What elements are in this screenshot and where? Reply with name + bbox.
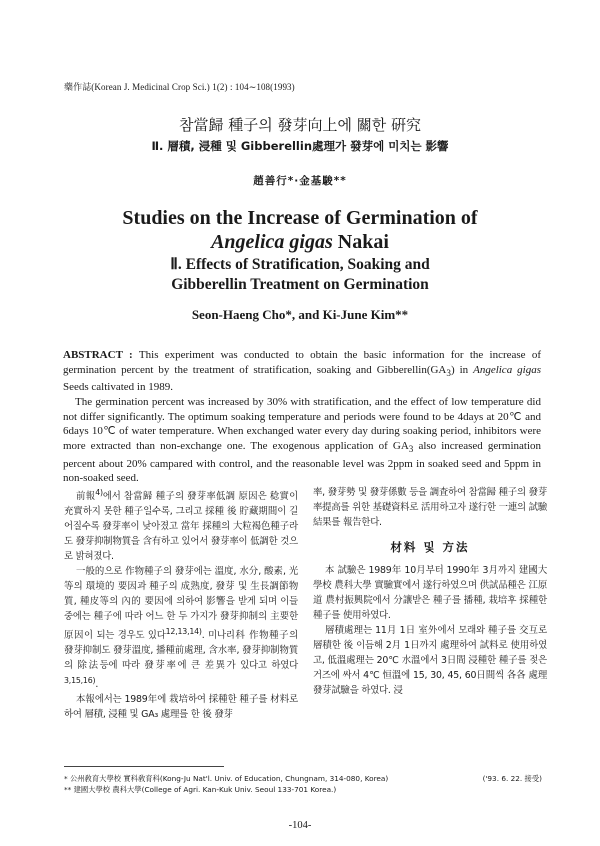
abstract-paragraph-1: ABSTRACT : This experiment was conducted to obtain the basic information for the increase of germination percent by the treatment of stratification, soaking and $Gibberellin(GA_3)$ in Angelica gigas Seeds caltivated in 1989. — [63, 349, 542, 394]
authors-korean: 趙善行*·金基駿** — [253, 175, 347, 187]
citation: 12,13,14) — [165, 627, 202, 637]
footnote-divider — [64, 766, 224, 767]
subtitle-english — [0, 255, 600, 295]
footnote-affiliation-1: * 公州敎育大學校 實科敎育科(Kong-Ju Nat'l. Univ. of Education, Chungnam, 314-080, Korea) ('93. 6. 22. 接受) — [64, 774, 542, 783]
abstract-label: ABSTRACT : — [63, 349, 139, 361]
body-column-right — [313, 485, 547, 698]
body-paragraph: 本報에서는 1989年에 栽培하여 採種한 種子를 材料로 하여 層積, 浸種 및 GA₃ 處理를 한 後 發芽 — [64, 694, 298, 721]
subtitle-english-line2: Gibberellin Treatment on Germination — [171, 276, 429, 293]
authors-english: Seon-Haeng Cho*, and Ki-June Kim** — [191, 307, 409, 322]
section-heading-materials-methods: 材料 및 方法 — [390, 540, 470, 554]
abstract — [63, 348, 541, 486]
body-paragraph: 前報$^{4)}$에서 참當歸 種子의 發芽率低調 原因은 稔實이 充實하지 못한 種子일수록, 그리고 採種 後 貯藏期間이 길어질수록 發芽率이 낮아졌고 當年 採種의 大粒褐色種子라도 發芽抑制物質을 含有하고 있어서 發芽率이 低調한 것으로 밝혀졌다. — [64, 488, 298, 563]
citation: 4) — [95, 488, 103, 497]
title-species-authority: Nakai — [332, 231, 389, 253]
abstract-species: Angelica gigas — [473, 363, 541, 376]
body-column-left — [64, 485, 298, 722]
subtitle-korean: Ⅱ. 層積, 浸種 및 Gibberellin處理가 發芽에 미치는 影響 — [151, 139, 449, 153]
journal-reference: 藥作誌(Korean J. Medicinal Crop Sci.) 1(2) : 104∼108(1993) — [64, 82, 295, 92]
footnote-affiliation-2: ** 建國大學校 農科大學(College of Agri. Kan-Kuk Univ. Seoul 133-701 Korea.) — [64, 785, 337, 794]
title-english — [0, 206, 600, 254]
citation: 3,15,16) — [64, 676, 96, 686]
title-korean: 참當歸 種子의 發芽向上에 關한 硏究 — [178, 116, 422, 134]
body-paragraph: 一般的으로 作物種子의 發芽에는 溫度, 水分, 酸素, 光等의 環境的 要因과 種子의 成熟度, 發芽 및 生長調節物質, 種皮等의 內的 要因에 의하여 影響을 받게 되며 이들 중에는 種子에 따라 어느 한 두 가지가 發芽抑制의 主要한 原因이 되는 경우도 있다$^{12,13,14)}$. 미나리科 作物種子의 發芽抑制도 發芽溫度, 播種前處理, 含水率, 發芽抑制物質의 除法등에 따라 發芽率에 큰 差異가 있다고 하였다$^{3,15,16)}$. — [64, 566, 298, 691]
page-number: -104- — [288, 820, 312, 831]
title-english-line2 — [211, 231, 389, 253]
footnotes — [64, 773, 542, 795]
title-english-line1: Studies on the Increase of Germination of — [122, 207, 478, 229]
subtitle-english-line1: Ⅱ. Effects of Stratification, Soaking and — [170, 256, 430, 273]
received-date: ('93. 6. 22. 接受) — [482, 774, 542, 783]
body-paragraph: 率, 發芽勢 및 發芽係數 등을 調査하여 참當歸 種子의 發芽率提高를 위한 基礎資料로 活用하고자 遂行한 一連의 試驗結果를 報告한다. — [313, 487, 548, 528]
abstract-paragraph-2: The germination percent was increased by 30% with stratification, and the effect of low temperature did not differ significantly. The optimum soaking temperature and periods were found to be 4days at 20℃ and 6days 10℃ of water temperature. When exchanged water every day during soaking period, inhibitors were more extracted than non-exchange one. The exogenous application of $GA_3$ also increased germination percent about 20% campared with control, and the reasonable level was 2ppm in soaked seed and 5ppm in non-soaked seed. — [63, 395, 542, 485]
body-paragraph: 層積處理는 11月 1日 室外에서 모래와 種子를 交互로 層積한 後 이듬해 2月 1日까지 處理하여 試料로 使用하였고, 低溫處理는 20℃ 水溫에서 3日間 浸種한 種子를 젖은 거즈에 싸서 4℃ 恒溫에 15, 30, 45, 60日間씩 各各 處理 發芽試驗을 하였다. 浸 — [313, 625, 547, 696]
body-paragraph: 本 試驗은 1989年 10月부터 1990年 3月까지 建國大學校 農科大學 實驗實에서 遂行하였으며 供試品種은 江原道 農村振興院에서 分讓받은 種子를 播種, 栽培후 採種한 種子를 使用하였다. — [313, 565, 547, 621]
title-species: Angelica gigas — [211, 231, 333, 253]
